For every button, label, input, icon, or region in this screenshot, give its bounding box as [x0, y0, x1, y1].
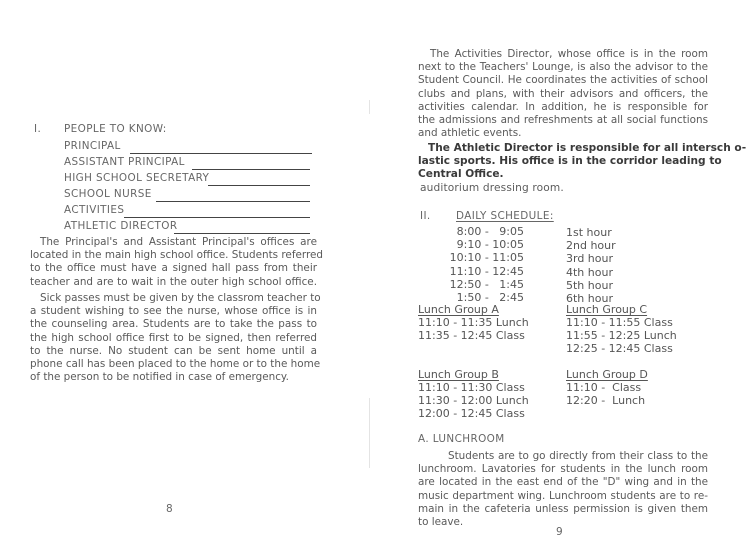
schedule-time: 9:10 - 10:05: [456, 238, 524, 252]
text-line: Student Council. He coordinates the activities of school: [418, 74, 708, 87]
text-line: main in the cafeteria unless permission is given them: [418, 502, 708, 515]
text-line: lunchroom. Lavatories for students in the lunch room: [418, 463, 708, 476]
label-athletic-director: ATHLETIC DIRECTOR: [64, 220, 178, 232]
label-school-nurse: SCHOOL NURSE: [64, 188, 152, 200]
sick-pass-paragraph: [30, 292, 321, 384]
page-number: 8: [166, 503, 173, 515]
lunch-group-b: [418, 368, 529, 420]
text-line: teacher and are to wait in the outer high school office.: [30, 275, 317, 288]
schedule-hour: 6th hour: [566, 292, 613, 306]
schedule-hours: [566, 226, 616, 305]
lunch-group-row: 11:10 - 11:30 Class: [418, 381, 525, 394]
section-title: PEOPLE TO KNOW:: [64, 123, 167, 135]
schedule-time: 1:50 - 2:45: [456, 291, 524, 305]
text-line: to leave.: [418, 516, 464, 529]
schedule-hour: 5th hour: [566, 278, 613, 292]
text-line: music department wing. Lunchroom students are to re-: [418, 489, 708, 502]
section-number: I.: [34, 123, 42, 135]
blank-school-nurse[interactable]: [156, 201, 310, 202]
text-line: The Athletic Director is responsible for all intersch o-: [428, 142, 747, 154]
text-line: a student wishing to see the nurse, whose office is in: [30, 305, 317, 318]
schedule-hour: 3rd hour: [566, 252, 614, 266]
lunch-group-title: Lunch Group A: [418, 303, 499, 316]
lunch-group-a: [418, 303, 529, 342]
text-line: of the person to be notified in case of emergency.: [30, 371, 289, 384]
lunch-group-d: [566, 368, 648, 407]
text-line: located in the main high school office. Students referred: [30, 249, 323, 262]
section-title: DAILY SCHEDULE:: [456, 210, 554, 222]
page-number: 9: [556, 526, 563, 538]
text-line: phone call has been placed to the home or to the home: [30, 358, 321, 371]
text-line: are located in the east end of the "D" wing and in the: [418, 476, 708, 489]
text-line: Central Office.: [418, 168, 504, 181]
lunch-group-title: Lunch Group D: [566, 368, 648, 381]
lunch-group-row: 11:10 - Class: [566, 381, 642, 394]
lunch-group-row: 12:25 - 12:45 Class: [566, 342, 673, 355]
activities-director-paragraph: [418, 48, 708, 140]
label-principal: PRINCIPAL: [64, 140, 121, 152]
stray-text-line: auditorium dressing room.: [420, 182, 564, 194]
schedule-hour: 1st hour: [566, 226, 612, 239]
label-activities: ACTIVITIES: [64, 204, 125, 216]
lunch-group-row: 11:10 - 11:55 Class: [566, 316, 673, 329]
text-line: The Principal's and Assistant Principal's offices are: [40, 236, 317, 248]
text-line: next to the Teachers' Lounge, is also the advisor to the: [418, 61, 708, 74]
text-line: Students are to go directly from their class to the: [448, 450, 708, 462]
section-number: II.: [420, 210, 431, 222]
blank-principal[interactable]: [130, 153, 312, 154]
text-line: the high school office first to be signed, then referred: [30, 331, 317, 344]
right-page: [374, 0, 748, 551]
text-line: the counseling area. Students are to take the pass to: [30, 318, 317, 331]
schedule-time: 11:10 - 12:45: [449, 264, 524, 278]
text-line: activities calendar. In addition, he is responsible for: [418, 100, 708, 113]
schedule-times: [446, 225, 524, 304]
lunch-group-row: 11:10 - 11:35 Lunch: [418, 316, 529, 329]
lunch-group-row: 12:20 - Lunch: [566, 394, 646, 407]
blank-athletic-director[interactable]: [174, 233, 310, 234]
schedule-time: 12:50 - 1:45: [449, 277, 524, 291]
lunch-group-row: 11:55 - 12:25 Lunch: [566, 329, 677, 342]
lunch-group-row: 11:35 - 12:45 Class: [418, 329, 525, 342]
text-line: clubs and plans, with their advisors and officers, the: [418, 87, 708, 100]
lunch-group-title: Lunch Group B: [418, 368, 499, 381]
blank-activities[interactable]: [124, 217, 310, 218]
athletic-director-paragraph: [418, 142, 747, 182]
lunch-group-c: [566, 303, 677, 355]
text-line: and athletic events.: [418, 127, 522, 140]
text-line: lastic sports. His office is in the corridor leading to: [418, 155, 722, 168]
lunchroom-paragraph: [418, 450, 708, 529]
schedule-hour: 4th hour: [566, 265, 613, 279]
lunch-group-row: 11:30 - 12:00 Lunch: [418, 394, 529, 407]
text-line: to the office must have a signed hall pass from their: [30, 262, 317, 275]
schedule-hour: 2nd hour: [566, 239, 616, 253]
blank-assistant-principal[interactable]: [192, 169, 310, 170]
schedule-time: 8:00 - 9:05: [456, 225, 524, 238]
label-assistant-principal: ASSISTANT PRINCIPAL: [64, 156, 185, 168]
label-secretary: HIGH SCHOOL SECRETARY: [64, 172, 210, 184]
lunch-group-row: 12:00 - 12:45 Class: [418, 407, 525, 420]
blank-secretary[interactable]: [208, 185, 310, 186]
schedule-time: 10:10 - 11:05: [449, 251, 524, 265]
text-line: Sick passes must be given by the classrom teacher to: [40, 292, 321, 304]
subsection-title: A. LUNCHROOM: [418, 433, 505, 445]
lunch-group-title: Lunch Group C: [566, 303, 648, 316]
text-line: to the nurse. No student can be sent home until a: [30, 344, 317, 357]
text-line: the admissions and refreshments at all social functions: [418, 114, 708, 127]
text-line: The Activities Director, whose office is in the room: [430, 48, 708, 60]
offices-paragraph: [30, 236, 323, 289]
